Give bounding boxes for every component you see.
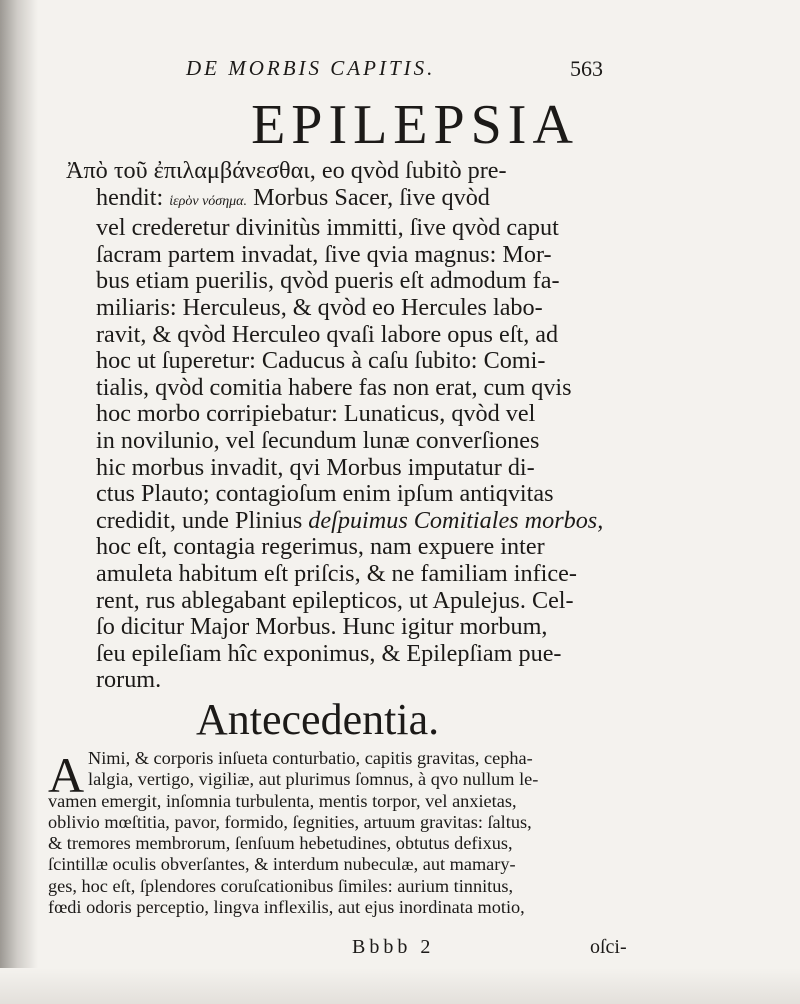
text-line: hoc morbo corripiebatur: Lunaticus, qvòd vel: [96, 400, 536, 428]
text-line: amuleta habitum eſt priſcis, & ne familiam infice-: [96, 559, 577, 587]
paragraph-definition: [66, 158, 626, 694]
running-title: DE MORBIS CAPITIS.: [186, 56, 436, 80]
pliny-quote: deſpuimus Comitiales morbos,: [308, 506, 604, 534]
text-line: bus etiam puerilis, qvòd pueris eſt admodum fa-: [96, 267, 560, 295]
text-line: hoc eſt, contagia regerimus, nam expuere inter: [96, 533, 545, 561]
text-line: vel crederetur divinitùs immitti, ſive qvòd caput: [96, 214, 559, 242]
paragraph-antecedentia: [48, 748, 638, 918]
text-line: ſo dicitur Major Morbus. Hunc igitur morbum,: [96, 613, 548, 641]
text-segment: Morbus Sacer, ſive qvòd: [247, 183, 490, 211]
text-segment: hendit:: [96, 183, 170, 211]
text-line: ſacram partem invadat, ſive qvia magnus: Mor-: [96, 240, 552, 268]
text-line: [66, 508, 626, 535]
text-line: vamen emergit, inſomnia turbulenta, mentis torpor, vel anxietas,: [48, 790, 517, 811]
text-line: ſcintillæ oculis obverſantes, & interdum nubeculæ, aut mamary-: [48, 854, 516, 875]
text-line: [66, 185, 626, 216]
drop-cap: A: [48, 747, 85, 803]
text-line: in novilunio, vel ſecundum lunæ converſiones: [96, 426, 540, 454]
greek-etymology: Ἀπὸ τοῦ ἐπιλαμβάνεσθαι,: [66, 157, 316, 184]
text-line: tialis, qvòd comitia habere fas non erat, cum qvis: [96, 373, 572, 401]
text-line: rorum.: [96, 666, 162, 694]
text-line: [66, 158, 626, 185]
text-line: hoc ut ſuperetur: Caducus à caſu ſubito: Comi-: [96, 347, 546, 375]
text-line: ctus Plauto; contagioſum enim ipſum antiqvitas: [96, 480, 554, 508]
text-line: oblivio mœſtitia, pavor, formido, ſegnities, artuum gravitas: ſaltus,: [48, 811, 532, 832]
catchword: oſci-: [590, 936, 627, 958]
text-segment: eo qvòd ſubitò pre-: [315, 157, 507, 184]
text-line: & tremores membrorum, ſenſuum hebetudines, obtutus defixus,: [48, 833, 513, 854]
section-heading: Antecedentia.: [196, 695, 440, 744]
page-bottom-margin: [0, 968, 800, 1004]
chapter-title: EPILEPSIA: [251, 94, 579, 156]
page-number: 563: [570, 56, 603, 81]
text-line: hic morbus invadit, qvi Morbus imputatur di-: [96, 453, 535, 481]
greek-phrase: ἱερὸν νόσημα.: [169, 193, 248, 209]
running-head: [0, 56, 800, 86]
text-line: Nimi, & corporis inſueta conturbatio, capitis gravitas, cepha-: [88, 748, 533, 768]
text-line: lalgia, vertigo, vigiliæ, aut plurimus ſomnus, à qvo nullum le-: [88, 769, 539, 790]
text-line: fœdi odoris perceptio, lingva inflexilis, aut ejus inordinata motio,: [48, 897, 525, 918]
text-line: ravit, & qvòd Herculeo qvaſi labore opus eſt, ad: [96, 320, 559, 348]
text-line: ges, hoc eſt, ſplendores coruſcationibus ſimiles: aurium tinnitus,: [48, 875, 514, 896]
signature-mark: Bbbb 2: [352, 936, 435, 958]
text-line: miliaris: Herculeus, & qvòd eo Hercules labo-: [96, 293, 543, 321]
text-segment: credidit, unde Plinius: [96, 506, 309, 534]
text-line: rent, rus ablegabant epilepticos, ut Apulejus. Cel-: [96, 586, 574, 614]
text-line: ſeu epileſiam hîc exponimus, & Epilepſiam pue-: [96, 639, 562, 667]
